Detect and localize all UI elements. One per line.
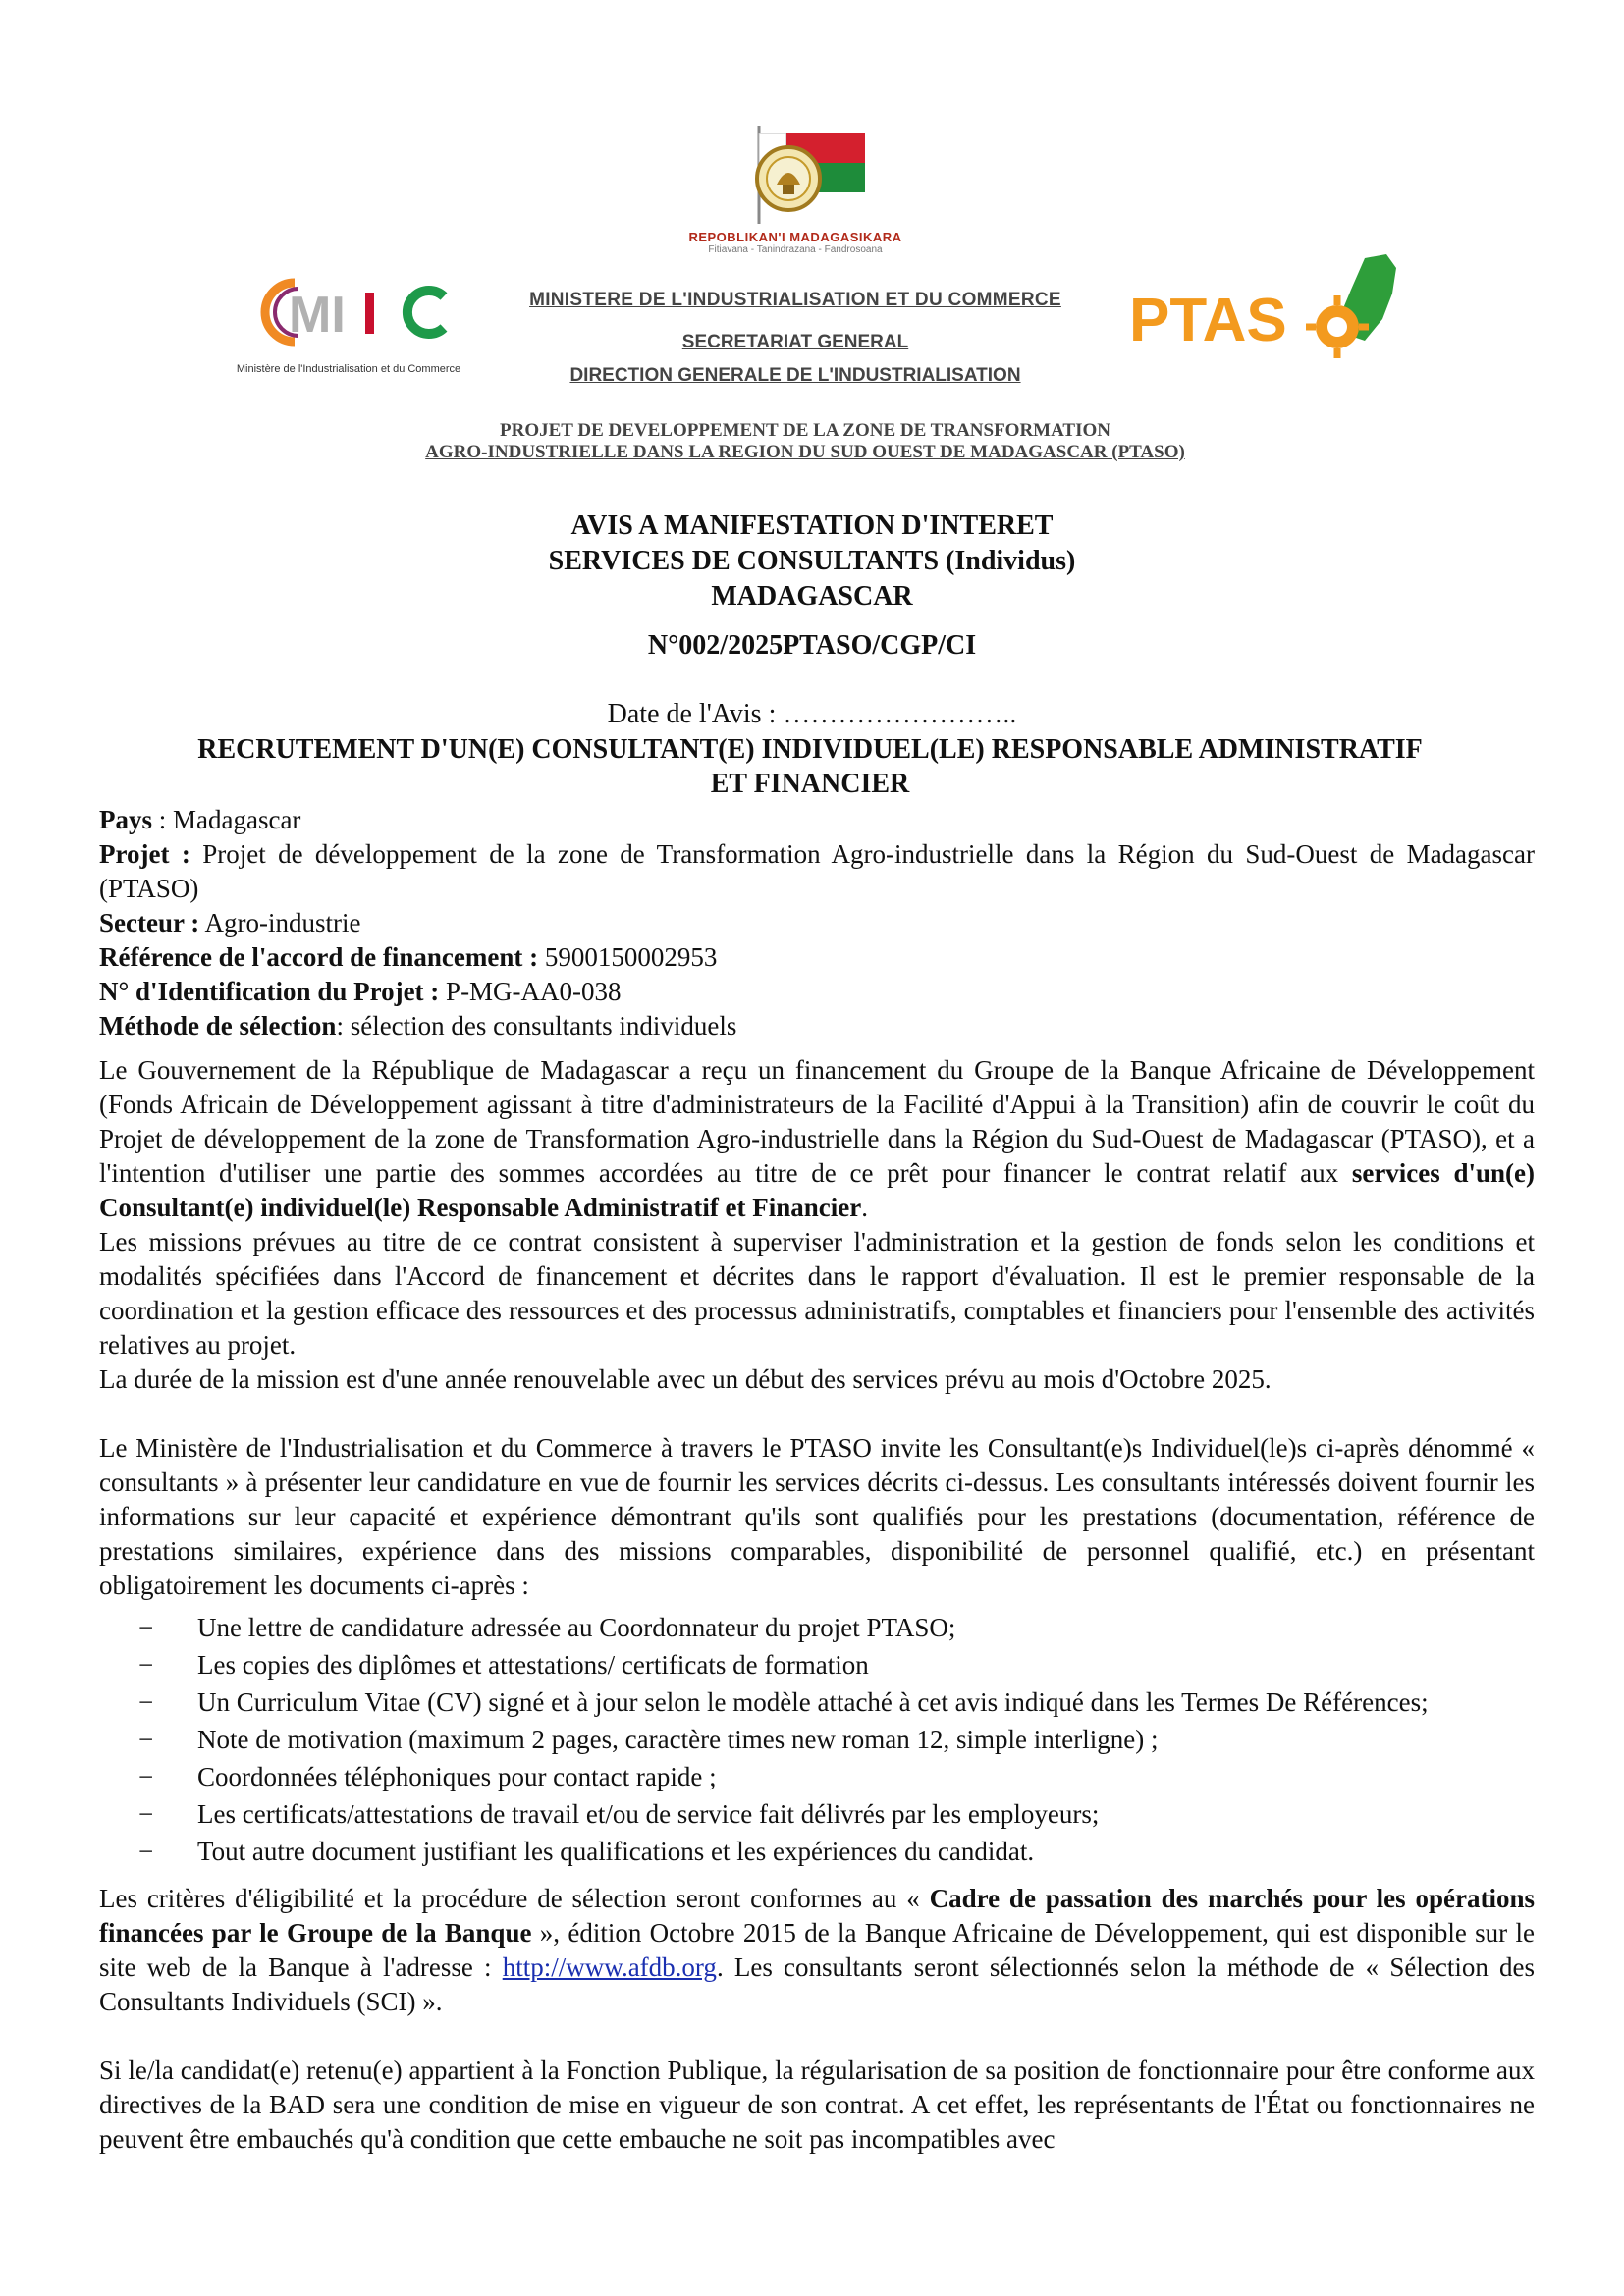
meta-pays: Pays : Madagascar	[99, 805, 301, 834]
title-line2: SERVICES DE CONSULTANTS (Individus)	[548, 546, 1076, 576]
notice-reference: N°002/2025PTASO/CGP/CI	[647, 630, 977, 661]
meta-methode: Méthode de sélection: sélection des consultants individuels	[99, 1011, 737, 1041]
notice-title	[0, 508, 1624, 614]
list-item: − Note de motivation (maximum 2 pages, caractère times new roman 12, simple interligne) ;	[138, 1725, 1159, 1754]
meta-identification: N° d'Identification du Projet : P-MG-AA0-038	[99, 977, 622, 1006]
list-item: − Coordonnées téléphoniques pour contact rapide ;	[138, 1762, 717, 1791]
list-item: − Les copies des diplômes et attestations/ certificats de formation	[138, 1650, 869, 1680]
paragraph-invitation: Le Ministère de l'Industrialisation et du Commerce à travers le PTASO invite les Consultant(e)s Individuel(le)s ci-après dénommé « consultants » à présenter leur candidature en vue de fournir les services décrits ci-dessus. Les consultants intéressés doivent fournir les informations sur leur capacité et expérience démontrant qu'ils sont qualifiés pour les prestations (documentation, référence de prestations similaires, expérience dans des missions comparables, disponibilité de personnel qualifié, etc.) en présentant obligatoirement les documents ci-après :	[99, 1433, 1535, 1600]
list-item: − Tout autre document justifiant les qualifications et les expériences du candidat.	[138, 1837, 1035, 1866]
project-header-line2: AGRO-INDUSTRIELLE DANS LA REGION DU SUD OUEST DE MADAGASCAR (PTASO)	[425, 442, 1185, 462]
ptaso-logo	[1129, 250, 1414, 363]
mic-logo-mark	[255, 275, 461, 348]
paragraph-missions: Les missions prévues au titre de ce contrat consistent à superviser l'administration et la gestion de fonds selon les conditions et modalités spécifiées dans l'Accord de financement et décrites dans le rapport d'évaluation. Il est le premier responsable de la coordination et la gestion efficace des ressources et des processus administratifs, comptables et financiers pour l'ensemble des activités relatives au projet.	[99, 1227, 1535, 1360]
secretariat-general: SECRETARIAT GENERAL	[681, 332, 909, 352]
list-item: − Les certificats/attestations de travail et/ou de service fait délivrés par les employeurs;	[138, 1799, 1100, 1829]
paragraph-duree: La durée de la mission est d'une année renouvelable avec un début des services prévu au mois d'Octobre 2025.	[99, 1364, 1272, 1394]
recruitment-title	[88, 732, 1532, 801]
ministry-header	[511, 291, 1080, 385]
madagascar-seal-logo	[712, 116, 879, 234]
meta-accord: Référence de l'accord de financement : 5900150002953	[99, 942, 718, 972]
notice-date: Date de l'Avis : ……………………..	[607, 699, 1017, 729]
required-documents-list	[99, 1609, 1535, 1870]
list-item: − Une lettre de candidature adressée au Coordonnateur du projet PTASO;	[138, 1613, 956, 1642]
recruitment-line2: ET FINANCIER	[710, 769, 910, 799]
project-header-line1: PROJET DE DEVELOPPEMENT DE LA ZONE DE TRANSFORMATION	[500, 420, 1110, 441]
mic-logo	[187, 275, 511, 383]
paragraph-financement: Le Gouvernement de la République de Madagascar a reçu un financement du Groupe de la Banque Africaine de Développement (Fonds Africain de Développement agissant à titre d'administrateurs de la Facilité d'Appui à la Transition) afin de couvrir le coût du Projet de développement de la zone de Transformation Agro-industrielle dans la Région du Sud-Ouest de Madagascar (PTASO), et a l'intention d'utiliser une partie des sommes accordées au titre de ce prêt pour financer le contrat relatif aux services d'un(e) Consultant(e) individuel(le) Responsable Administratif et Financier.	[99, 1055, 1535, 1222]
paragraph-fonction-publique: Si le/la candidat(e) retenu(e) appartient à la Fonction Publique, la régularisation de sa position de fonctionnaire pour être conforme aux directives de la BAD sera une condition de mise en vigueur de son contrat. A cet effet, les représentants de l'État ou fonctionnaires ne peuvent être embauchés qu'à condition que cette embauche ne soit pas incompatibles avec	[99, 2056, 1535, 2154]
meta-projet: Projet : Projet de développement de la zone de Transformation Agro-industrielle dans la Région du Sud-Ouest de Madagascar (PTASO)	[99, 839, 1535, 903]
republic-motto: Fitiavana - Tanindrazana - Fandrosoana	[708, 244, 883, 255]
afdb-link[interactable]: http://www.afdb.org	[502, 1952, 717, 1982]
ptaso-logo-mark	[1129, 250, 1414, 363]
republic-name: REPOBLIKAN'I MADAGASIKARA	[688, 230, 902, 244]
mic-caption: Ministère de l'Industrialisation et du Commerce	[236, 363, 461, 375]
notice-body	[99, 803, 1535, 2157]
ptaso-logo-text: PTAS	[1129, 287, 1287, 354]
list-item: − Un Curriculum Vitae (CV) signé et à jour selon le modèle attaché à cet avis indiqué dans les Termes De Références;	[138, 1687, 1429, 1717]
ministry-name: MINISTERE DE L'INDUSTRIALISATION ET DU COMMERCE	[529, 290, 1061, 310]
republic-emblem	[648, 116, 943, 263]
svg-text:MI: MI	[289, 287, 346, 344]
project-header	[353, 420, 1257, 463]
direction-generale: DIRECTION GENERALE DE L'INDUSTRIALISATION	[569, 365, 1021, 386]
paragraph-criteres: Les critères d'éligibilité et la procédure de sélection seront conformes au « Cadre de passation des marchés pour les opérations financées par le Groupe de la Banque », édition Octobre 2015 de la Banque Africaine de Développement, qui est disponible sur le site web de la Banque à l'adresse : http://www.afdb.org. Les consultants seront sélectionnés selon la méthode de « Sélection des Consultants Individuels (SCI) ».	[99, 1884, 1536, 2016]
title-line3: MADAGASCAR	[711, 581, 913, 612]
title-line1: AVIS A MANIFESTATION D'INTERET	[570, 510, 1054, 541]
recruitment-line1: RECRUTEMENT D'UN(E) CONSULTANT(E) INDIVIDUEL(LE) RESPONSABLE ADMINISTRATIF	[197, 734, 1423, 765]
meta-secteur: Secteur : Agro-industrie	[99, 908, 361, 937]
